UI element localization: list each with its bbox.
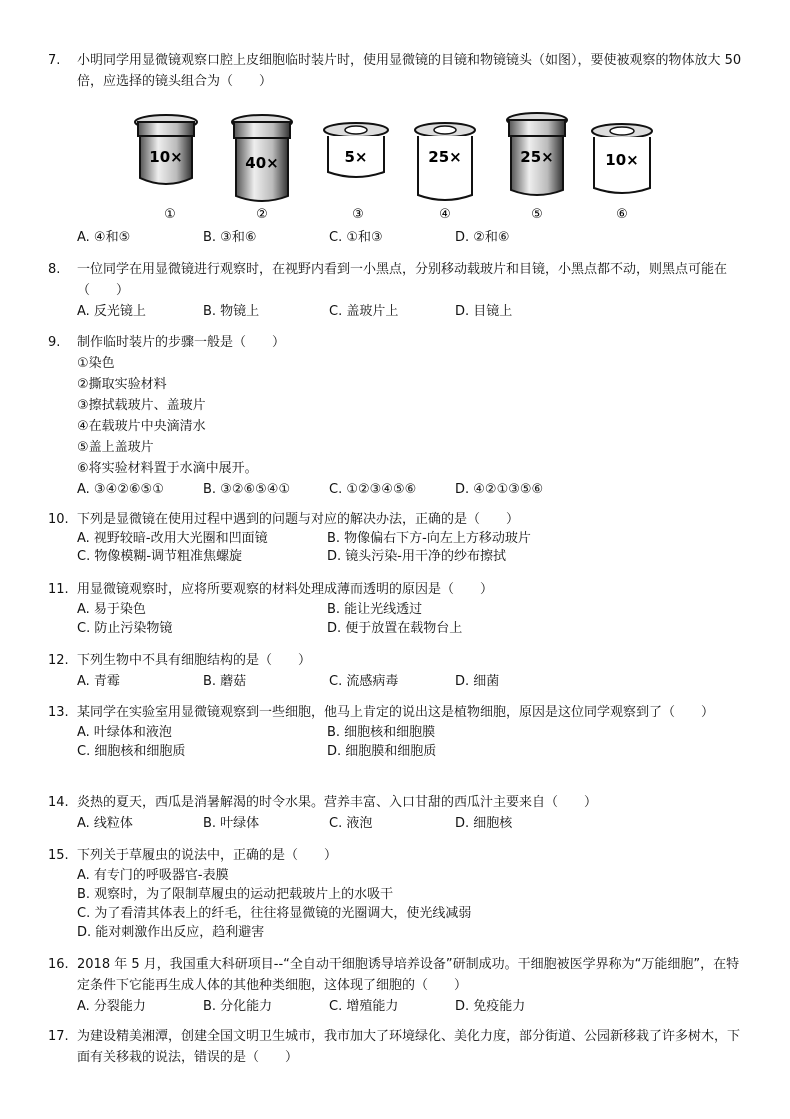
question-stem: 下列关于草履虫的说法中，正确的是（ ） <box>77 848 338 863</box>
lens-3-number: ③ <box>352 207 364 222</box>
lens-3-label: 5× <box>344 148 368 166</box>
lens-5 <box>507 113 567 222</box>
question-number: 9. <box>48 335 61 350</box>
option-a[interactable]: A. 视野较暗-改用大光圈和凹面镜 <box>77 531 268 546</box>
question-16 <box>48 954 748 1017</box>
question-stem: 某同学在实验室用显微镜观察到一些细胞，他马上肯定的说出这是植物细胞，原因是这位同学观察到了（ ） <box>77 705 715 720</box>
lens-4-number: ④ <box>439 207 451 222</box>
lens-2-number: ② <box>256 207 268 222</box>
option-c[interactable]: C. 物像模糊-调节粗准焦螺旋 <box>77 549 243 564</box>
option-d[interactable]: D. 目镜上 <box>455 304 513 319</box>
question-11 <box>48 579 748 638</box>
option-a[interactable]: A. ④和⑤ <box>77 230 131 245</box>
question-stem: 一位同学在用显微镜进行观察时，在视野内看到一小黑点，分别移动载玻片和目镜，小黑点都不动，则黑点可能在（ ） <box>77 262 728 298</box>
question-number: 16. <box>48 957 69 972</box>
option-d[interactable]: D. ④②①③⑤⑥ <box>455 482 544 497</box>
option-d[interactable]: D. 镜头污染-用干净的纱布擦拭 <box>327 549 506 564</box>
option-d[interactable]: D. 细胞核 <box>455 816 513 831</box>
option-a[interactable]: A. 青霉 <box>77 674 120 689</box>
option-a[interactable]: A. ③④②⑥⑤① <box>77 482 164 497</box>
question-number: 10. <box>48 512 69 527</box>
option-d[interactable]: D. 便于放置在载物台上 <box>327 621 463 636</box>
question-stem: 炎热的夏天，西瓜是消暑解渴的时令水果。营养丰富、入口甘甜的西瓜汁主要来自（ ） <box>77 795 598 810</box>
question-17 <box>48 1026 748 1068</box>
question-stem: 为建设精美湘潭，创建全国文明卫生城市，我市加大了环境绿化、美化力度，部分街道、公园新移栽了许多树木，下面有关移栽的说法，错误的是（ ） <box>77 1029 741 1065</box>
question-stem: 下列是显微镜在使用过程中遇到的问题与对应的解决办法，正确的是（ ） <box>77 512 520 527</box>
option-c[interactable]: C. 细胞核和细胞质 <box>77 744 186 759</box>
lens-figure <box>0 0 790 230</box>
option-c[interactable]: C. 增殖能力 <box>329 999 399 1014</box>
question-number: 11. <box>48 582 69 597</box>
step-1: ①染色 <box>77 356 115 371</box>
option-b[interactable]: B. 细胞核和细胞膜 <box>327 725 436 740</box>
option-b[interactable]: B. 蘑菇 <box>203 674 247 689</box>
question-9 <box>48 332 748 500</box>
step-6: ⑥将实验材料置于水滴中展开。 <box>77 461 258 476</box>
option-c[interactable]: C. 液泡 <box>329 816 373 831</box>
option-c[interactable]: C. ①②③④⑤⑥ <box>329 482 417 497</box>
option-d[interactable]: D. 免疫能力 <box>455 999 526 1014</box>
option-a[interactable]: A. 线粒体 <box>77 816 133 831</box>
question-stem: 下列生物中不具有细胞结构的是（ ） <box>77 653 312 668</box>
question-14 <box>48 792 748 834</box>
lens-4 <box>415 123 475 222</box>
lens-1-number: ① <box>164 207 176 222</box>
lens-2 <box>232 115 292 222</box>
lens-6-number: ⑥ <box>616 207 628 222</box>
question-15 <box>48 845 748 942</box>
question-number: 15. <box>48 848 69 863</box>
option-b[interactable]: B. 叶绿体 <box>203 816 260 831</box>
step-4: ④在载玻片中央滴清水 <box>77 419 206 434</box>
question-number: 8. <box>48 262 61 277</box>
lens-1-label: 10× <box>149 148 183 166</box>
question-13 <box>48 702 748 761</box>
question-stem: 2018 年 5 月，我国重大科研项目--“全自动干细胞诱导培养设备”研制成功。干细胞被医学界称为“万能细胞”，在特定条件下它能再生成人体的其他种类细胞，这体现了细胞的（ ） <box>77 957 740 993</box>
option-b[interactable]: B. 观察时，为了限制草履虫的运动把载玻片上的水吸干 <box>77 887 394 902</box>
option-c[interactable]: C. 盖玻片上 <box>329 304 399 319</box>
question-number: 13. <box>48 705 69 720</box>
question-stem: 制作临时装片的步骤一般是（ ） <box>77 335 286 350</box>
question-number: 14. <box>48 795 69 810</box>
option-c[interactable]: C. 为了看清其体表上的纤毛，往往将显微镜的光圈调大，使光线减弱 <box>77 906 472 921</box>
step-5: ⑤盖上盖玻片 <box>77 440 154 455</box>
lens-2-label: 40× <box>245 154 279 172</box>
option-b[interactable]: B. 物像偏右下方-向左上方移动玻片 <box>327 531 531 546</box>
question-stem: 小明同学用显微镜观察口腔上皮细胞临时装片时，使用显微镜的目镜和物镜镜头（如图），要使被观察的物体放大 50 倍，应选择的镜头组合为（ ） <box>77 53 742 89</box>
question-number: 7. <box>48 53 61 68</box>
lens-6 <box>592 124 652 222</box>
option-a[interactable]: A. 分裂能力 <box>77 999 146 1014</box>
question-12 <box>48 650 748 692</box>
option-a[interactable]: A. 叶绿体和液泡 <box>77 725 172 740</box>
question-number: 17. <box>48 1029 69 1044</box>
option-b[interactable]: B. 能让光线透过 <box>327 602 423 617</box>
question-stem: 用显微镜观察时，应将所要观察的材料处理成薄而透明的原因是（ ） <box>77 582 494 597</box>
option-b[interactable]: B. 分化能力 <box>203 999 273 1014</box>
option-c[interactable]: C. 防止污染物镜 <box>77 621 173 636</box>
step-3: ③擦拭载玻片、盖玻片 <box>77 398 206 413</box>
lens-3 <box>324 123 388 222</box>
step-2: ②撕取实验材料 <box>77 377 167 392</box>
lens-5-number: ⑤ <box>531 207 543 222</box>
option-b[interactable]: B. ③②⑥⑤④① <box>203 482 291 497</box>
option-b[interactable]: B. ③和⑥ <box>203 230 257 245</box>
option-d[interactable]: D. 细胞膜和细胞质 <box>327 744 437 759</box>
option-d[interactable]: D. 细菌 <box>455 674 500 689</box>
option-d[interactable]: D. ②和⑥ <box>455 230 510 245</box>
question-7-options <box>48 227 748 248</box>
question-number: 12. <box>48 653 69 668</box>
lens-1 <box>135 115 197 222</box>
option-a[interactable]: A. 有专门的呼吸器官-表膜 <box>77 868 229 883</box>
option-c[interactable]: C. ①和③ <box>329 230 383 245</box>
option-c[interactable]: C. 流感病毒 <box>329 674 399 689</box>
option-b[interactable]: B. 物镜上 <box>203 304 260 319</box>
option-a[interactable]: A. 反光镜上 <box>77 304 146 319</box>
question-10 <box>48 509 748 566</box>
lens-5-label: 25× <box>520 148 554 166</box>
lens-4-label: 25× <box>428 148 462 166</box>
question-8 <box>48 259 748 322</box>
option-d[interactable]: D. 能对刺激作出反应，趋利避害 <box>77 925 265 940</box>
lens-6-label: 10× <box>605 151 639 169</box>
option-a[interactable]: A. 易于染色 <box>77 602 146 617</box>
